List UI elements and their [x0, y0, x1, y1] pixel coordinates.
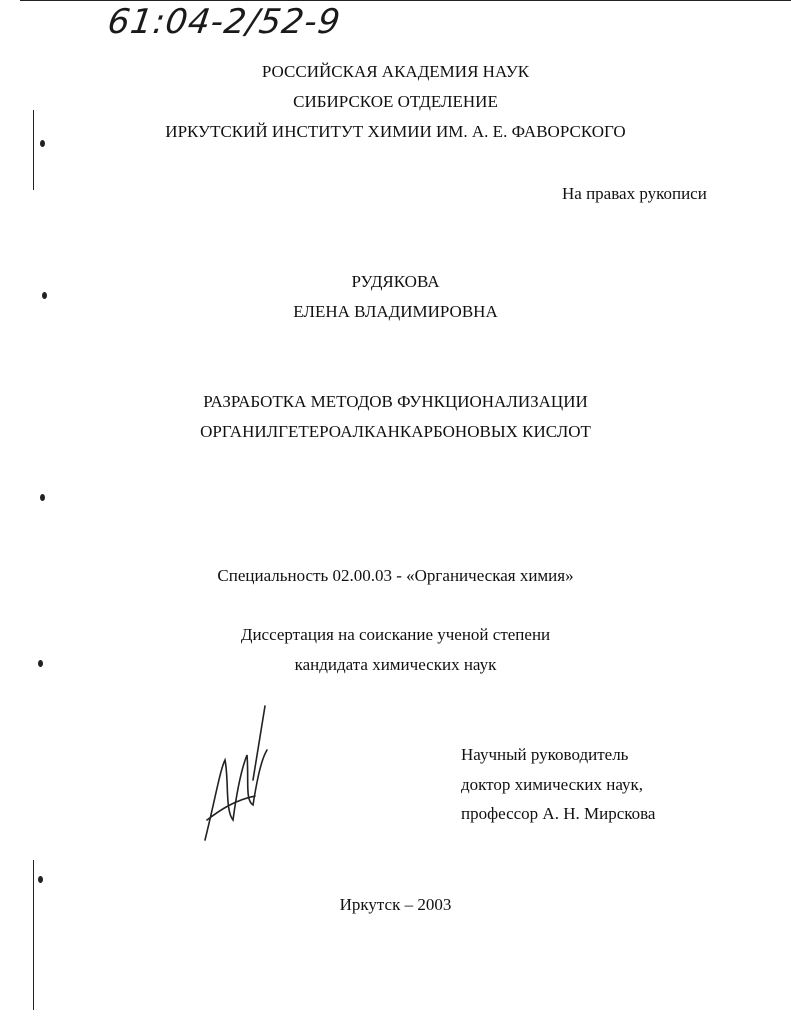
supervisor-name: профессор А. Н. Мирскова — [461, 804, 656, 823]
branch-name: СИБИРСКОЕ ОТДЕЛЕНИЕ — [293, 92, 498, 111]
signature — [195, 700, 285, 850]
punch-mark — [40, 494, 45, 501]
thesis-title-line1: РАЗРАБОТКА МЕТОДОВ ФУНКЦИОНАЛИЗАЦИИ — [203, 392, 588, 411]
author-surname: РУДЯКОВА — [351, 272, 440, 291]
left-margin-line-lower — [33, 860, 34, 1010]
institute-name: ИРКУТСКИЙ ИНСТИТУТ ХИМИИ ИМ. А. Е. ФАВОРСКОГО — [165, 122, 626, 141]
supervisor-degree: доктор химических наук, — [461, 775, 644, 794]
city-year: Иркутск – 2003 — [339, 895, 452, 914]
thesis-title-line2: ОРГАНИЛГЕТЕРОАЛКАНКАРБОНОВЫХ КИСЛОТ — [200, 422, 591, 441]
specialty: Специальность 02.00.03 - «Органическая химия» — [217, 566, 574, 585]
dissertation-line2: кандидата химических наук — [294, 655, 497, 674]
punch-mark — [42, 292, 47, 299]
academy-name: РОССИЙСКАЯ АКАДЕМИЯ НАУК — [261, 62, 530, 81]
dissertation-line1: Диссертация на соискание ученой степени — [240, 625, 551, 644]
rights-note: На правах рукописи — [562, 184, 707, 203]
top-border-line — [20, 0, 791, 1]
supervisor-title: Научный руководитель — [461, 745, 629, 764]
punch-mark — [38, 876, 43, 883]
author-given-names: ЕЛЕНА ВЛАДИМИРОВНА — [293, 302, 498, 321]
handwritten-archive-code: 61:04-2/52-9 — [105, 2, 344, 42]
